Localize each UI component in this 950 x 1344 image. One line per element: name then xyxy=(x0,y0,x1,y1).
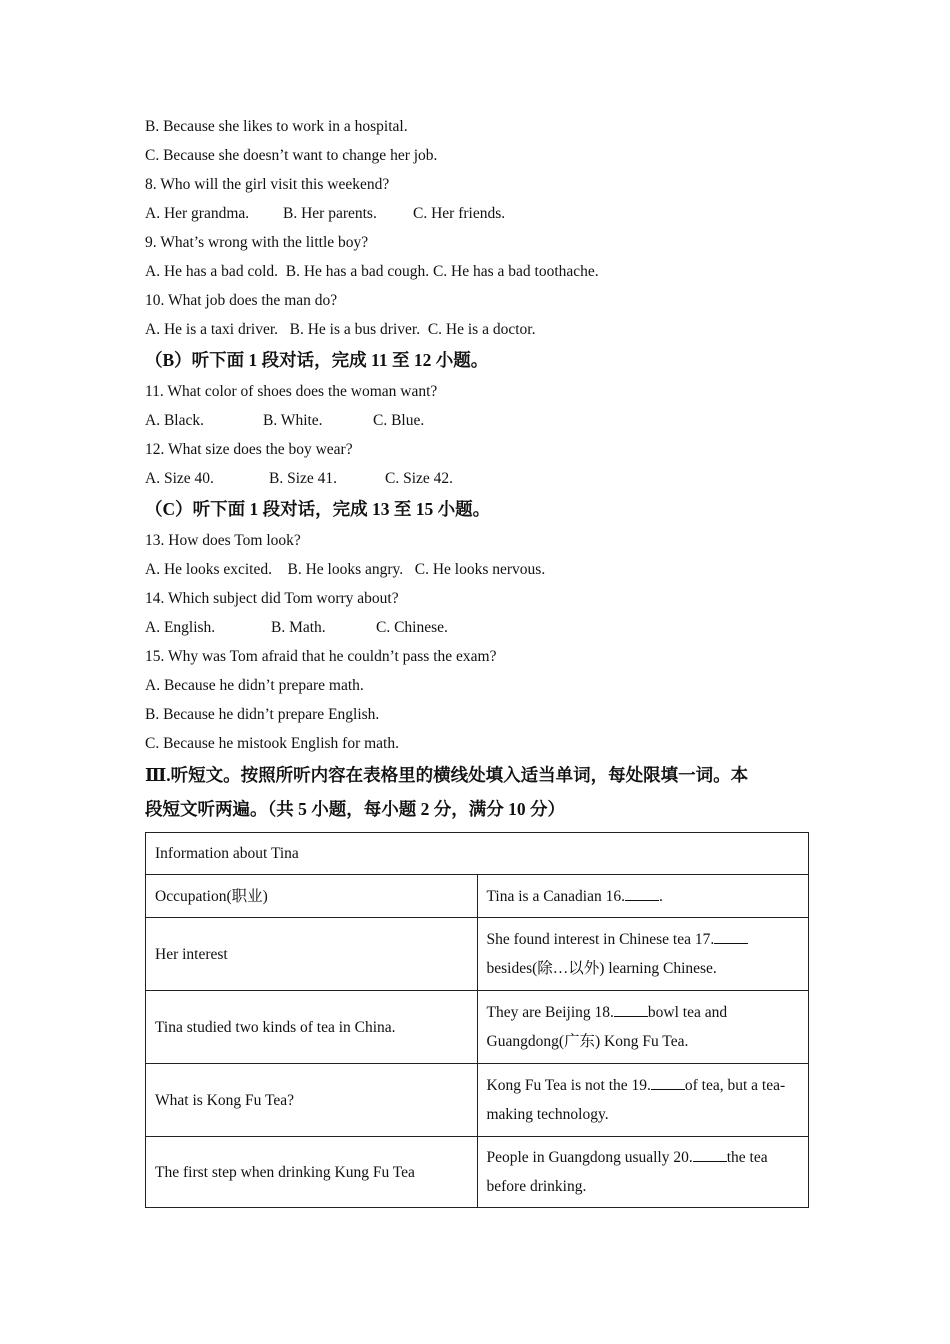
question-line: B. Because she likes to work in a hospital. xyxy=(145,118,408,135)
content-after-blank: bowl tea and Guangdong(广东) Kong Fu Tea. xyxy=(486,1004,728,1050)
document-page xyxy=(145,112,809,1208)
content-before-blank: People in Guangdong usually 20. xyxy=(486,1149,693,1166)
answer-blank[interactable] xyxy=(625,882,659,901)
question-line: C. Because she doesn’t want to change her job. xyxy=(145,147,438,164)
content-before-blank: Kong Fu Tea is not the 19. xyxy=(486,1077,651,1094)
table-title-row xyxy=(146,833,809,875)
question-line: 12. What size does the boy wear? xyxy=(145,441,353,458)
content-after-blank: the tea before drinking. xyxy=(486,1149,768,1195)
row-content xyxy=(477,875,809,918)
row-content xyxy=(477,1137,809,1208)
answer-blank[interactable] xyxy=(651,1071,685,1090)
question-list xyxy=(145,112,809,758)
table-row xyxy=(146,1064,809,1137)
table-row xyxy=(146,875,809,918)
answer-options xyxy=(145,613,809,642)
question-line: A. He is a taxi driver. B. He is a bus driver. C. He is a doctor. xyxy=(145,321,536,338)
row-content xyxy=(477,918,809,991)
question-line: C. Because he mistook English for math. xyxy=(145,735,399,752)
answer-blank[interactable] xyxy=(714,925,748,944)
question-line: 11. What color of shoes does the woman want? xyxy=(145,383,438,400)
question-line: 9. What’s wrong with the little boy? xyxy=(145,234,369,251)
table-row xyxy=(146,1137,809,1208)
answer-option: A. English. xyxy=(145,619,216,636)
question-line: A. He looks excited. B. He looks angry. C. He looks nervous. xyxy=(145,561,546,578)
answer-options xyxy=(145,406,809,435)
table-row xyxy=(146,991,809,1064)
row-label: Occupation(职业) xyxy=(146,875,478,918)
content-after-blank: besides(除…以外) learning Chinese. xyxy=(486,960,717,977)
answer-option: B. Size 41. xyxy=(269,470,338,487)
answer-options xyxy=(145,464,809,493)
table-row xyxy=(146,918,809,991)
section-3-heading-line-1: Ⅲ.听短文。按照所听内容在表格里的横线处填入适当单词，每处限填一词。本 xyxy=(145,765,749,785)
row-content xyxy=(477,991,809,1064)
row-label: Her interest xyxy=(146,918,478,991)
answer-options xyxy=(145,199,809,228)
section-heading: （B）听下面 1 段对话，完成 11 至 12 小题。 xyxy=(145,350,489,370)
answer-blank[interactable] xyxy=(614,998,648,1017)
answer-option: B. Her parents. xyxy=(283,205,377,222)
question-line: 14. Which subject did Tom worry about? xyxy=(145,590,399,607)
answer-option: B. Math. xyxy=(271,619,326,636)
answer-option: B. White. xyxy=(263,412,323,429)
content-before-blank: Tina is a Canadian 16. xyxy=(486,887,625,905)
answer-option: A. Black. xyxy=(145,412,204,429)
section-heading: （C）听下面 1 段对话，完成 13 至 15 小题。 xyxy=(145,499,491,519)
question-line: B. Because he didn’t prepare English. xyxy=(145,706,380,723)
answer-option: C. Blue. xyxy=(373,412,425,429)
answer-option: A. Size 40. xyxy=(145,470,214,487)
content-before-blank: She found interest in Chinese tea 17. xyxy=(486,931,715,948)
question-line: 13. How does Tom look? xyxy=(145,532,301,549)
content-after-blank: . xyxy=(659,887,663,905)
content-before-blank: They are Beijing 18. xyxy=(486,1004,614,1021)
answer-option: C. Her friends. xyxy=(413,205,506,222)
section-3-heading-line-2: 段短文听两遍。（共 5 小题，每小题 2 分，满分 10 分） xyxy=(145,799,565,819)
row-content xyxy=(477,1064,809,1137)
answer-option: A. Her grandma. xyxy=(145,205,250,222)
question-line: A. Because he didn’t prepare math. xyxy=(145,677,364,694)
question-line: 15. Why was Tom afraid that he couldn’t pass the exam? xyxy=(145,648,497,665)
question-line: A. He has a bad cold. B. He has a bad cough. C. He has a bad toothache. xyxy=(145,263,599,280)
row-label: What is Kong Fu Tea? xyxy=(146,1064,478,1137)
answer-option: C. Chinese. xyxy=(376,619,448,636)
question-line: 8. Who will the girl visit this weekend? xyxy=(145,176,390,193)
information-table xyxy=(145,832,809,1208)
row-label: The first step when drinking Kung Fu Tea xyxy=(146,1137,478,1208)
table-title: Information about Tina xyxy=(146,833,809,875)
content-after-blank: of tea, but a tea-making technology. xyxy=(486,1077,786,1123)
row-label: Tina studied two kinds of tea in China. xyxy=(146,991,478,1064)
answer-option: C. Size 42. xyxy=(385,470,454,487)
question-line: 10. What job does the man do? xyxy=(145,292,338,309)
answer-blank[interactable] xyxy=(693,1143,727,1162)
